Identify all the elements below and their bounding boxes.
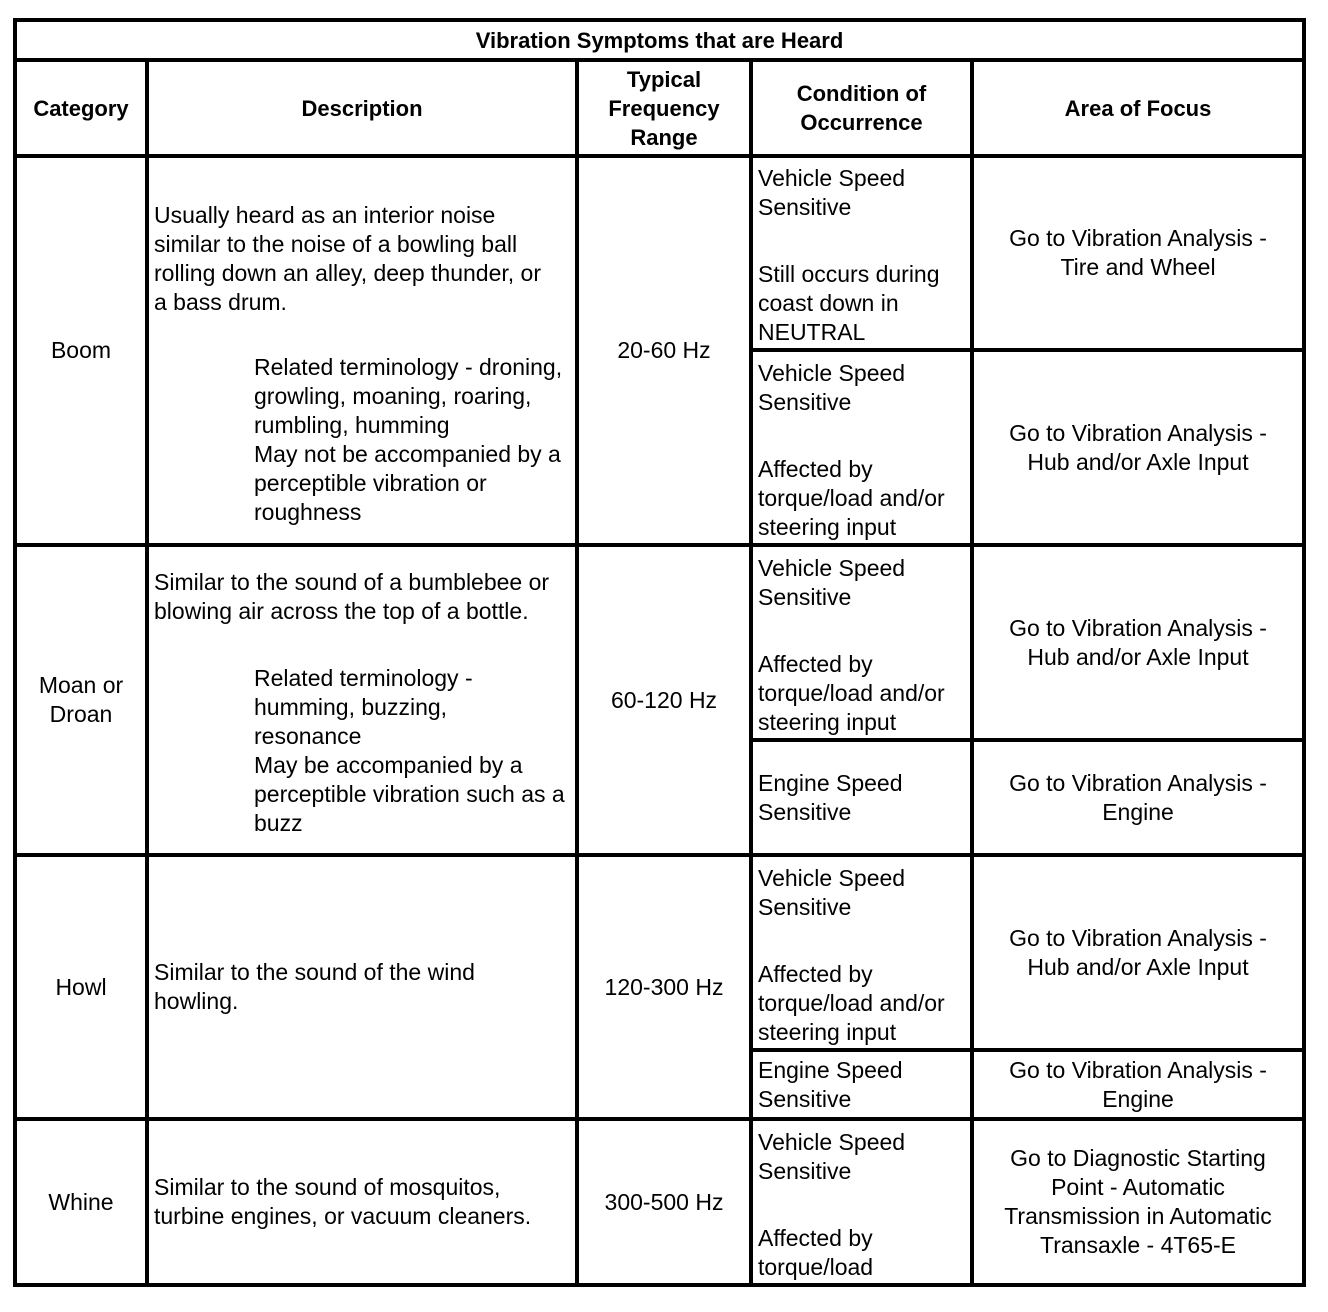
- description-note: May be accompanied by a perceptible vibration such as a buzz: [254, 751, 565, 836]
- frequency-cell: 300-500 Hz: [577, 1119, 751, 1285]
- condition-primary: Vehicle Speed Sensitive: [758, 165, 906, 220]
- condition-primary: Vehicle Speed Sensitive: [758, 359, 906, 415]
- condition-primary: Vehicle Speed Sensitive: [758, 554, 906, 610]
- header-row: [15, 60, 1304, 156]
- description-text: Similar to the sound of a bumblebee or blowing air across the top of a bottle.: [154, 568, 550, 624]
- header-focus: Area of Focus: [972, 60, 1304, 156]
- condition-primary: Engine Speed Sensitive: [758, 1056, 903, 1112]
- table-row: [15, 156, 1304, 350]
- table-row: [15, 545, 1304, 740]
- condition-cell: [751, 1050, 972, 1119]
- category-cell: Boom: [15, 156, 147, 545]
- condition-secondary: Affected by torque/load and/or steering input: [758, 455, 945, 540]
- category-cell: Whine: [15, 1119, 147, 1285]
- description-cell: [147, 545, 577, 855]
- condition-cell: [751, 740, 972, 855]
- description-text: Similar to the sound of the wind howling.: [154, 959, 475, 1014]
- document-page: [13, 18, 1302, 1287]
- focus-cell: Go to Diagnostic Starting Point - Automatic Transmission in Automatic Transaxle - 4T65-E: [972, 1119, 1304, 1285]
- header-frequency: Typical Frequency Range: [577, 60, 751, 156]
- frequency-cell: 20-60 Hz: [577, 156, 751, 545]
- condition-secondary: Affected by torque/load and/or steering input: [758, 650, 945, 735]
- table-title: Vibration Symptoms that are Heard: [15, 20, 1304, 60]
- frequency-cell: 60-120 Hz: [577, 545, 751, 855]
- condition-cell: [751, 156, 972, 350]
- condition-cell: [751, 350, 972, 545]
- condition-secondary: Still occurs during coast down in NEUTRAL: [758, 261, 940, 345]
- header-condition: Condition of Occurrence: [751, 60, 972, 156]
- description-text: Usually heard as an interior noise similar to the noise of a bowling ball rolling down an alley, deep thunder, or a bass drum.: [154, 201, 542, 315]
- condition-primary: Vehicle Speed Sensitive: [758, 864, 906, 920]
- focus-cell: Go to Vibration Analysis - Engine: [972, 740, 1304, 855]
- related-terminology: Related terminology - droning, growling, moaning, roaring, rumbling, humming: [254, 353, 563, 438]
- condition-cell: [751, 1119, 972, 1285]
- description-cell: [147, 855, 577, 1119]
- condition-secondary: Affected by torque/load and/or steering input: [758, 960, 945, 1045]
- condition-cell: [751, 545, 972, 740]
- condition-primary: Engine Speed Sensitive: [758, 769, 903, 825]
- vibration-symptoms-table: [13, 18, 1306, 1287]
- category-cell: Howl: [15, 855, 147, 1119]
- table-row: [15, 1119, 1304, 1285]
- description-note: May not be accompanied by a perceptible vibration or roughness: [254, 440, 561, 525]
- focus-cell: Go to Vibration Analysis - Tire and Wheel: [972, 156, 1304, 350]
- frequency-cell: 120-300 Hz: [577, 855, 751, 1119]
- category-cell: Moan or Droan: [15, 545, 147, 855]
- description-text: Similar to the sound of mosquitos, turbine engines, or vacuum cleaners.: [154, 1174, 532, 1229]
- focus-cell: Go to Vibration Analysis - Engine: [972, 1050, 1304, 1119]
- condition-cell: [751, 855, 972, 1050]
- description-cell: [147, 156, 577, 545]
- description-cell: [147, 1119, 577, 1285]
- focus-cell: Go to Vibration Analysis - Hub and/or Axle Input: [972, 545, 1304, 740]
- related-terminology: Related terminology - humming, buzzing, resonance: [254, 664, 473, 749]
- focus-cell: Go to Vibration Analysis - Hub and/or Axle Input: [972, 350, 1304, 545]
- focus-cell: Go to Vibration Analysis - Hub and/or Axle Input: [972, 855, 1304, 1050]
- header-description: Description: [147, 60, 577, 156]
- header-category: Category: [15, 60, 147, 156]
- table-row: [15, 855, 1304, 1050]
- condition-primary: Vehicle Speed Sensitive: [758, 1128, 906, 1184]
- condition-secondary: Affected by torque/load: [758, 1224, 874, 1280]
